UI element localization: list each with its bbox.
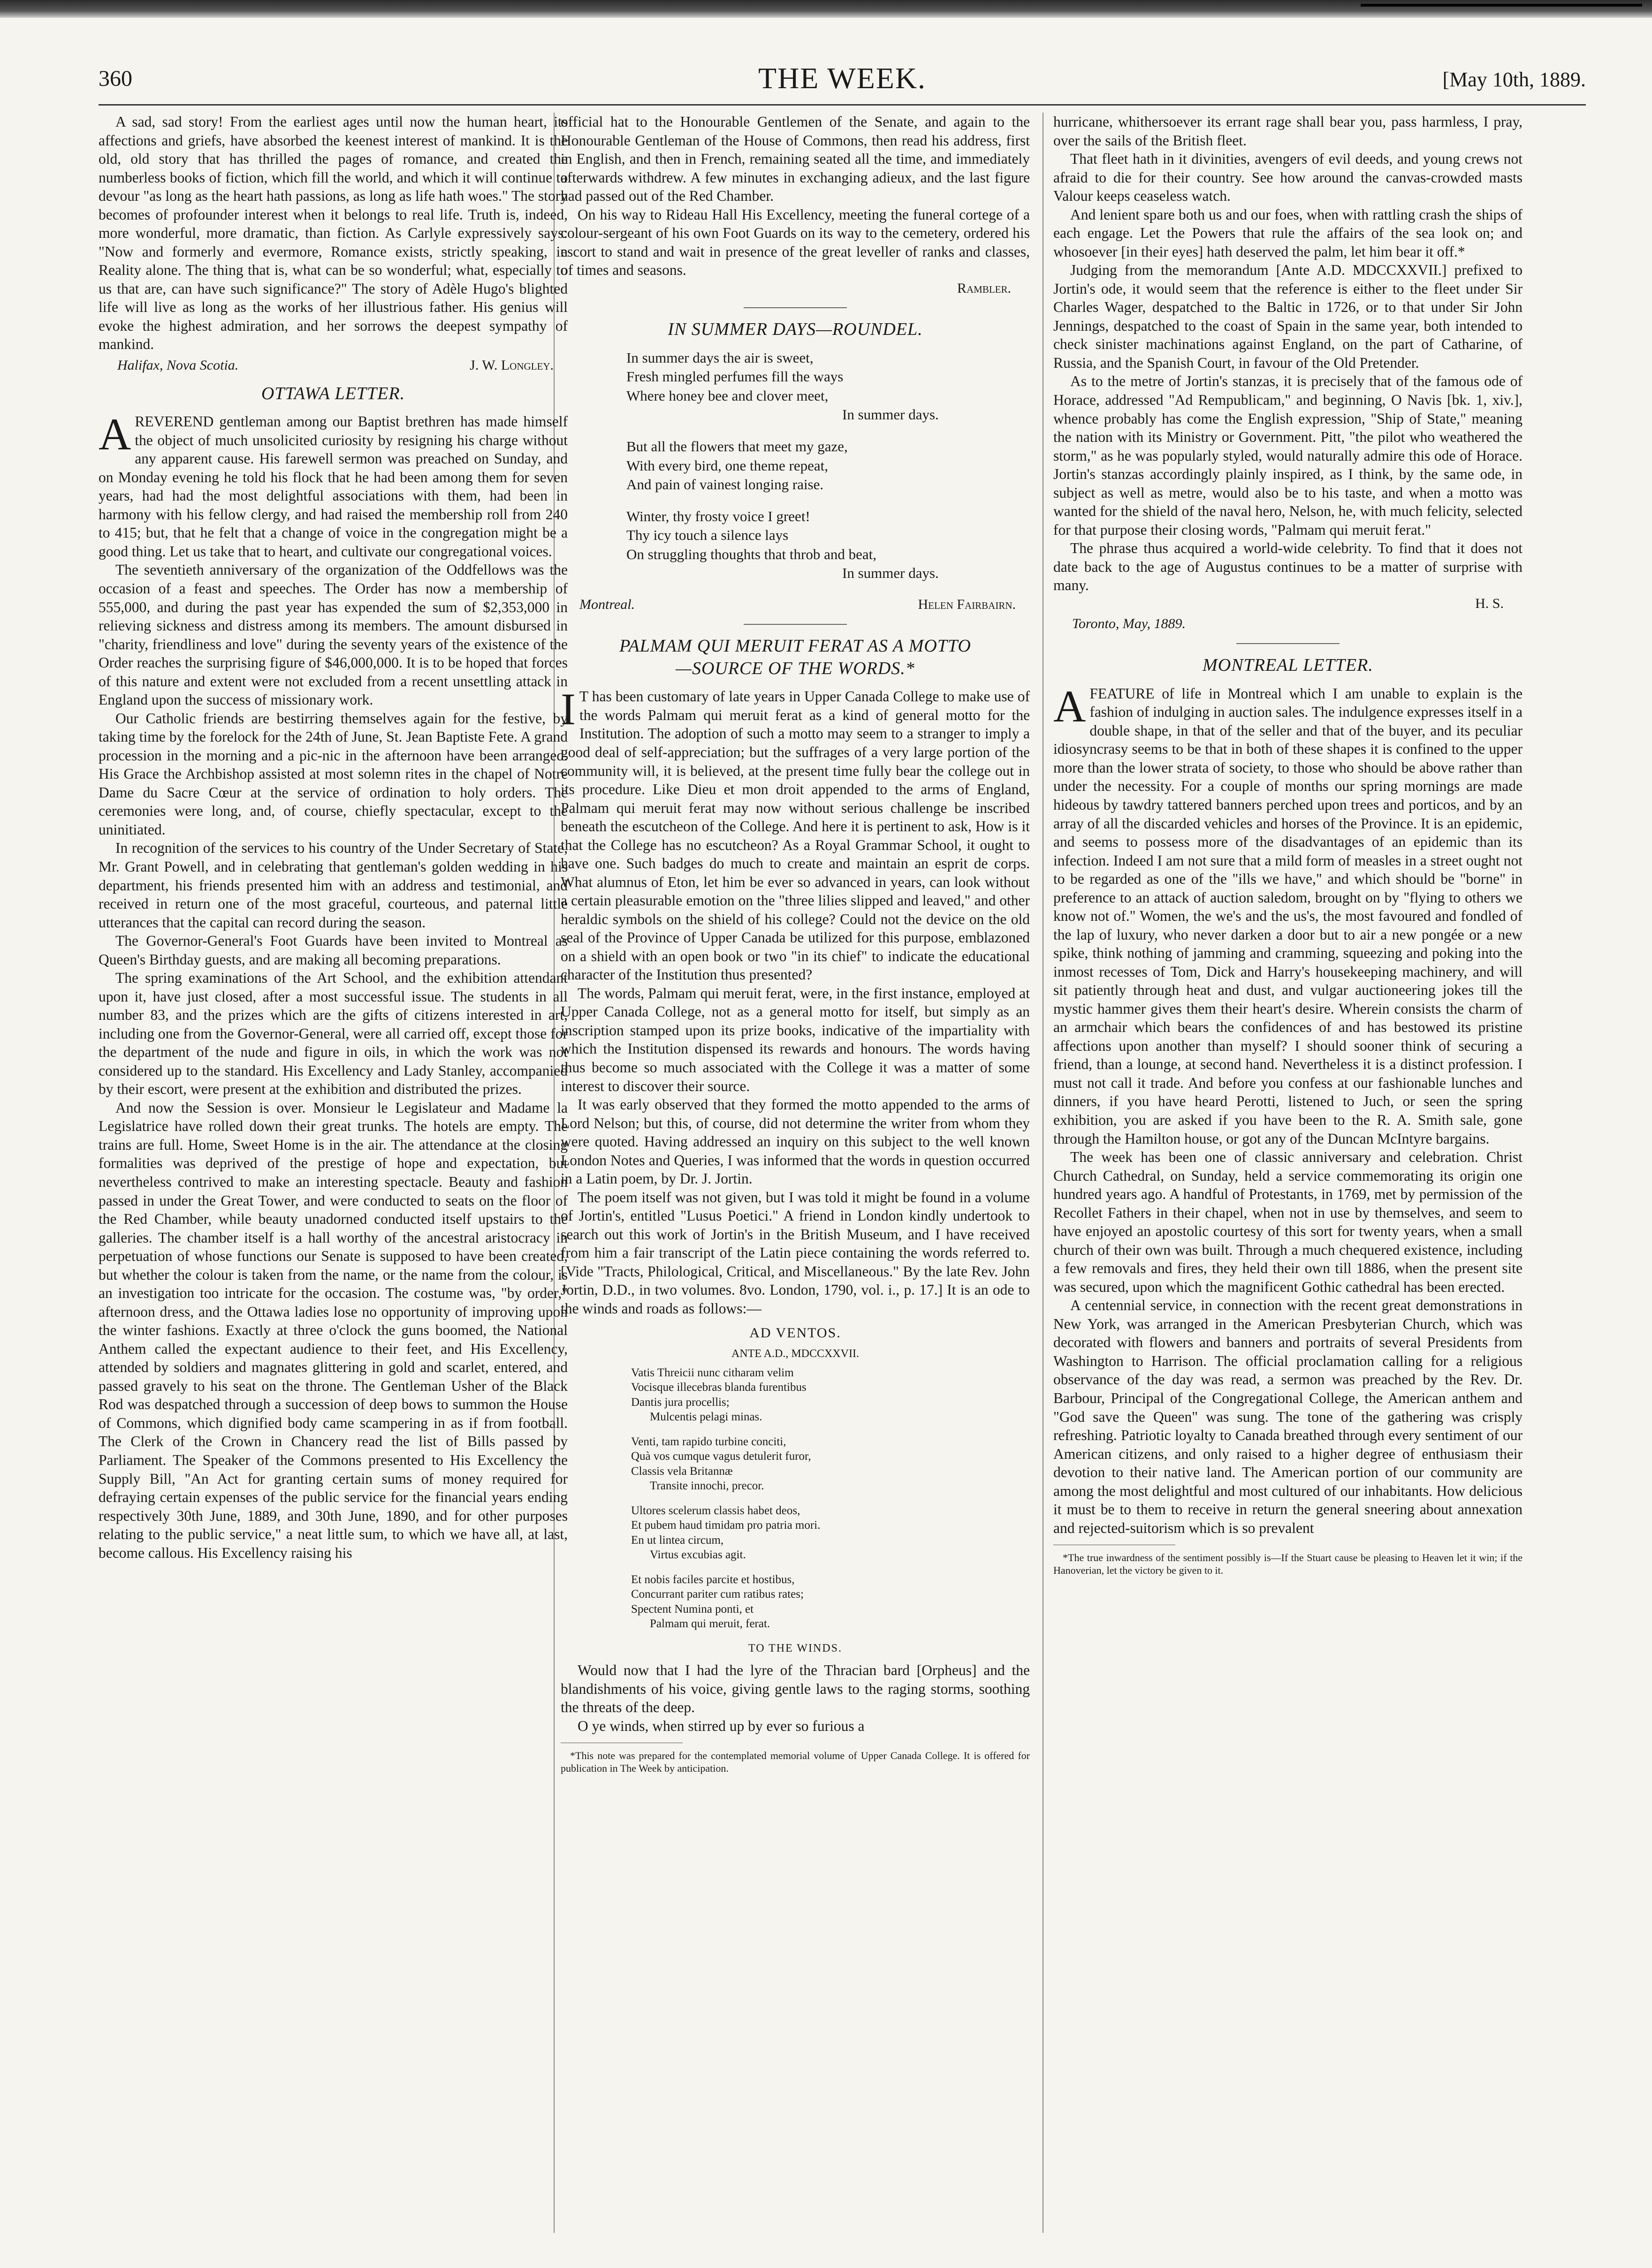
signature-author: J. W. Longley.	[470, 357, 554, 373]
scan-mark	[1361, 4, 1642, 7]
column-1	[99, 113, 568, 1562]
poem-line: Classis vela Britannæ	[631, 1464, 733, 1478]
article-paragraph: O ye winds, when stirred up by ever so furious a	[578, 1717, 865, 1734]
ottawa-letter-body	[99, 409, 568, 1562]
article-paragraph: On his way to Rideau Hall His Excellency, meeting the funeral cortege of a colour-sergeant of his own Foot Guards on its way to the cemetery, ordered his escort to stand and wait in presence of the great leveller of ranks and classes, of times and seasons.	[561, 206, 1030, 279]
section-rule	[744, 307, 847, 308]
signature-author: Helen Fairbairn.	[918, 597, 1016, 613]
article-paragraph: official hat to the Honourable Gentlemen of the Senate, and again to the Honourable Gentleman of the House of Commons, then read his address, first in English, and then in French, remaining seated all the time, and immediately afterwards withdrew. A few minutes in exchanging adieux, and the last figure had passed out of the Red Chamber.	[561, 114, 1030, 205]
poem-line: Palmam qui meruit, ferat.	[650, 1617, 770, 1630]
signature-author: Rambler.	[957, 280, 1011, 296]
section-rule	[1236, 643, 1340, 644]
poem-stanza	[631, 1503, 1030, 1562]
poem-line: Mulcentis pelagi minas.	[650, 1410, 762, 1423]
poem-stanza	[626, 349, 1030, 424]
latin-poem-title: AD VENTOS.	[749, 1325, 841, 1341]
article-title: PALMAM QUI MERUIT FERAT AS A MOTTO	[619, 636, 971, 656]
article-paragraph: The week has been one of classic anniversary and celebration. Christ Church Cathedral, on Sunday, held a service commemorating its origin one hundred years ago. A handful of Protestants, in 1769, met by permission of the Recollet Fathers in their chapel, when not in use by themselves, and seem to have enjoyed an apostolic courtesy of this sort for twenty years, when a small church of their own was built. Through a much chequered existence, including a few removals and fires, they held their own till 1886, when the present site was secured, upon which the magnificent Gothic cathedral has been erected.	[1053, 1149, 1523, 1295]
footnote	[1053, 1552, 1523, 1577]
poem-stanza	[626, 507, 1030, 583]
article-paragraph: AFEATURE of life in Montreal which I am unable to explain is the fashion of indulging in auction sales. The indulgence expresses itself in a double shape, in that of the seller and that of the buyer, and its peculiar idiosyncrasy seems to be that in both of these shapes it is confined to the upper more than the lower strata of society, to those who should be above rather than under the necessity. For a couple of months our spring mornings are made hideous by tawdry tattered banners perched upon trees and porticos, and by an array of all the discarded vehicles and horses of the Province. It is an epidemic, and seems to possess more of the disadvantages of an epidemic than its infection. Indeed I am not sure that a mild form of measles in a street ought not to be regarded as one of the "ills we have," and which should be "borne" in preference to an attack of auction saledom, brought on by "flying to others we know not of." Women, the we's and the us's, the most favoured and fondled of the lap of luxury, who never darken a door but to air a new pongée or a new spike, think nothing of jamming and cramming, squeezing and poking into the inmost recesses of Tom, Dick and Harry's housekeeping machinery, and will sit patiently through heat and dust, and vulgar auctioneering jokes till the mystic hammer gives them their heart's desire. Wherein consists the charm of an armchair which bears the confidences of and has bestowed its pristine affections upon another than myself? I should sooner think of securing a friend, than a lounge, at second hand. Nevertheless it is a distinct profession. I must not call it trade. And before you confess at our fashionable lunches and dinners, if you have heard Perotti, listened to Juch, or seen the spring exhibition, you are asked if you have been to the R. A. Smith sale, gone through the Hamilton house, or got any of the Duncan McIntyre bargains.	[1053, 681, 1523, 1147]
article-paragraph: Would now that I had the lyre of the Thracian bard [Orpheus] and the blandishments of his voice, giving gentle laws to the raging storms, soothing the threats of the deep.	[561, 1662, 1030, 1716]
montreal-letter-body	[1053, 681, 1523, 1537]
section-rule	[744, 624, 847, 625]
article-subtitle: —SOURCE OF THE WORDS.*	[676, 658, 915, 678]
article-paragraph: That fleet hath in it divinities, avengers of evil deeds, and young crews not afraid to die for their country. See how around the canvas-crowded masts Valour keeps ceaseless watch.	[1053, 151, 1523, 205]
article-paragraph: The phrase thus acquired a world-wide celebrity. To find that it does not date back to the age of Augustus continues to be a matter of surprise with many.	[1053, 540, 1523, 594]
poem-line: En ut lintea circum,	[631, 1533, 724, 1547]
signature-place: Toronto, May, 1889.	[1072, 616, 1186, 632]
footnote-text: *The true inwardness of the sentiment possibly is—If the Stuart cause be pleasing to Heaven let it win; if the Hanoverian, let the victory be given to it.	[1053, 1552, 1523, 1576]
article-paragraph: A sad, sad story! From the earliest ages until now the human heart, its affections and griefs, have absorbed the keenest interest of mankind. It is the old, old story that has thrilled the pages of romance, and created the numberless books of fiction, which fill the world, and which it will continue to devour "as long as the heart hath passions, as long as life hath woes." The story becomes of profounder interest when it belongs to real life. Truth is, indeed, more wonderful, more dramatic, than fiction. As Carlyle expressively says: "Now and formerly and evermore, Romance exists, strictly speaking, in Reality alone. The thing that is, what can be so wonderful; what, especially to us that are, can have such significance?" The story of Adèle Hugo's blighted life will live as long as the works of her illustrious father. His genius will evoke the highest admiration, and her sorrows the deepest sympathy of mankind.	[99, 114, 568, 353]
issue-date: [May 10th, 1889.	[1442, 68, 1586, 91]
poem-line: In summer days.	[842, 406, 939, 423]
translation-title: TO THE WINDS.	[748, 1642, 842, 1655]
poem-line: Winter, thy frosty voice I greet!	[626, 508, 810, 525]
poem-stanza	[631, 1572, 1030, 1631]
poem-line: On struggling thoughts that throb and beat,	[626, 546, 876, 562]
poem-line: Where honey bee and clover meet,	[626, 387, 829, 404]
article-paragraph: And lenient spare both us and our foes, when with rattling crash the ships of each engage. Let the Powers that rule the affairs of the sea look on; and whosoever [in their eyes] hath deserved the palm, let him bear it off.*	[1053, 206, 1523, 260]
footnote-text: *This note was prepared for the contemplated memorial volume of Upper Canada College. It is offered for publication in The Week by anticipation.	[561, 1750, 1030, 1774]
poem-line: Transite innochi, precor.	[650, 1479, 764, 1492]
article-paragraph: The poem itself was not given, but I was told it might be found in a volume of Jortin's, entitled "Lusus Poetici." A friend in London kindly undertook to search out this work of Jortin's in the British Museum, and I have received from him a fair transcript of the Latin piece containing the words referred to. [Vide "Tracts, Philological, Critical, and Miscellaneous." By the late Rev. John Jortin, D.D., in two volumes. 8vo. London, 1790, vol. i., p. 17.] It is an ode to the winds and roads as follows:—	[561, 1189, 1030, 1317]
signature	[1053, 615, 1523, 633]
poem-line: Virtus excubias agit.	[650, 1548, 746, 1561]
article-paragraph: Our Catholic friends are bestirring themselves again for the festive, by taking time by the forelock for the 24th of June, St. Jean Baptiste Fete. A grand procession in the morning and a pic-nic in the afternoon have been arranged. His Grace the Archbishop assisted at most solemn rites in the chapel of Notre Dame du Sacre Cœur at the service of ordination to holy orders. The ceremonies were long, and, of course, chiefly spectacular, except to the uninitiated.	[99, 710, 568, 838]
latin-poem	[561, 1365, 1030, 1631]
signature-place: Montreal.	[579, 597, 635, 613]
column-2	[561, 113, 1030, 1775]
article-paragraph: In recognition of the services to his country of the Under Secretary of State, Mr. Grant Powell, and in celebrating that gentleman's golden wedding in his department, his friends presented him with an address and testimonial, and received in return one of the most graceful, courteous, and paternal little utterances that the capital can record during the season.	[99, 840, 568, 931]
poem-line: With every bird, one theme repeat,	[626, 457, 828, 474]
footnote	[561, 1750, 1030, 1775]
poem-line: Vatis Threicii nunc citharam velim	[631, 1366, 794, 1380]
poem-line: Quà vos cumque vagus detulerit furor,	[631, 1450, 811, 1463]
poem-stanza	[631, 1434, 1030, 1493]
signature-place: Halifax, Nova Scotia.	[117, 357, 239, 373]
poem-line: Et nobis faciles parcite et hostibus,	[631, 1573, 795, 1586]
header-rule	[99, 104, 1586, 106]
poem-line: And pain of vainest longing raise.	[626, 476, 824, 493]
poem-line: Thy icy touch a silence lays	[626, 527, 789, 544]
scan-edge	[0, 0, 1652, 18]
article-paragraph: IT has been customary of late years in Upper Canada College to make use of the words Palmam qui meruit ferat as a kind of general motto for the Institution. The adoption of such a motto may seem to a stranger to imply a good deal of self-appreciation; but the suffrages of a very large portion of the community will, it is believed, at the present time fully bear the college out in its procedure. Like Dieu et mon droit appended to the arms of England, Palmam qui meruit ferat may now without serious challenge be inscribed beneath the escutcheon of the College. And here it is pertinent to ask, How is it that the College has no escutcheon? As a Royal Grammar School, it ought to have one. Such badges do much to create and maintain an esprit de corps. What alumnus of Eton, let him be ever so advanced in years, can look without a certain pleasurable emotion on the "three lilies slipped and leaved," and other heraldic symbols on the shield of his college? Could not the device on the old seal of the Province of Upper Canada be utilized for this purpose, emblazoned on a shield with an open book or two "in its chief" to indicate the educational character of the Institution thus presented?	[561, 684, 1030, 983]
poem-line: Concurrant pariter cum ratibus rates;	[631, 1588, 804, 1601]
poem-line: Vocisque illecebras blanda furentibus	[631, 1381, 807, 1394]
article-paragraph: The Governor-General's Foot Guards have been invited to Montreal as Queen's Birthday guests, and are making all becoming preparations.	[99, 933, 568, 968]
article-paragraph: The spring examinations of the Art School, and the exhibition attendant upon it, have just closed, after a most successful issue. The students in all number 83, and the prizes which are the gifts of citizens interested in art, including one from the Governor-General, were all carried off, except those for the department of the nude and figure in oils, in which the work was not considered up to the standard. His Excellency and Lady Stanley, accompanied by their escort, were present at the exhibition and distributed the prizes.	[99, 970, 568, 1098]
palmam-article-body	[561, 684, 1030, 1318]
article-title: MONTREAL LETTER.	[1203, 655, 1373, 675]
poem-line: But all the flowers that meet my gaze,	[626, 438, 848, 455]
poem-line: Spectent Numina ponti, et	[631, 1602, 754, 1616]
poem-stanza	[631, 1365, 1030, 1424]
article-paragraph: A centennial service, in connection with the recent great demonstrations in New York, was arranged in the American Presbyterian Church, which was decorated with flowers and banners and portraits of several Presidents from Washington to Harrison. The official proclamation calling for a religious observance of the day was read, a sermon was preached by the Rev. Dr. Barbour, Principal of the Congregational College, the American anthem and "God save the Queen" was sung. The tone of the gathering was crisply refreshing. Patriotic loyalty to Canada breathed through every sentiment of our American citizens, and only raised to a higher degree of enthusiasm their devotion to their native land. The American portion of our community are among the most delightful and most cultured of our inhabitants. How delicious it must be to them to receive in return the general sneering about annexation and rejected-suitorism which is so prevalent	[1053, 1297, 1523, 1536]
latin-poem-date: ANTE A.D., MDCCXXVII.	[731, 1348, 859, 1360]
roundel-poem	[561, 349, 1030, 583]
signature	[99, 357, 568, 374]
column-3	[1053, 113, 1523, 1577]
signature	[561, 596, 1030, 614]
page-header	[99, 61, 1586, 94]
signature-author: H. S.	[1475, 595, 1504, 611]
page-number: 360	[99, 66, 132, 91]
article-paragraph: It was early observed that they formed the motto appended to the arms of Lord Nelson; but this, of course, did not determine the writer from whom they were quoted. Having addressed an inquiry on this subject to the well known London Notes and Queries, I was informed that the words in question occurred in a Latin poem, by Dr. J. Jortin.	[561, 1096, 1030, 1187]
poem-line: In summer days.	[842, 565, 939, 582]
article-title: OTTAWA LETTER.	[261, 383, 405, 403]
poem-line: Dantis jura procellis;	[631, 1396, 730, 1409]
poem-title: IN SUMMER DAYS—ROUNDEL.	[668, 319, 923, 340]
poem-line: Fresh mingled perfumes fill the ways	[626, 368, 844, 385]
article-paragraph: The seventieth anniversary of the organization of the Oddfellows was the occasion of a feast and speeches. The Order has now a membership of 555,000, and during the past year has expended the sum of $2,353,000 in relieving sickness and distress among its members. The amount disbursed in "charity, friendliness and love" during the seventy years of the existence of the Order reaches the surprising figure of $46,000,000. It is to be hoped that forces of this nature and extent were not excluded from a recent unsettling attack in England upon the success of missionary work.	[99, 561, 568, 708]
poem-line: Venti, tam rapido turbine conciti,	[631, 1435, 786, 1449]
article-paragraph: The words, Palmam qui meruit ferat, were, in the first instance, employed at Upper Canada College, not as a general motto for itself, but simply as an inscription stamped upon its prize books, indicative of the impartiality with which the Institution dispensed its rewards and honours. The words having thus become so much associated with the College it was a matter of some interest to discover their source.	[561, 985, 1030, 1094]
poem-line: Ultores scelerum classis habet deos,	[631, 1504, 800, 1517]
article-paragraph: hurricane, whithersoever its errant rage shall bear you, pass harmless, I pray, over the sails of the British fleet.	[1053, 114, 1523, 149]
article-paragraph: AREVEREND gentleman among our Baptist brethren has made himself the object of much unsolicited curiosity by resigning his charge without any apparent cause. His farewell sermon was preached on Sunday, and on Monday evening he told his flock that he had been among them for seven years, had had the most delightful associations with them, had been in harmony with his fellow clergy, and had raised the membership roll from 240 to 415; but, that he felt that a change of voice in the congregation might be a good thing. Let us take that to heart, and cultivate our congregational voices.	[99, 409, 568, 560]
poem-line: In summer days the air is sweet,	[626, 349, 814, 366]
article-paragraph: Judging from the memorandum [Ante A.D. MDCCXXVII.] prefixed to Jortin's ode, it would seem that the reference is either to the fleet under Sir Charles Wager, despatched to the Baltic in 1726, or to that under Sir John Jennings, despatched to the coast of Spain in the same year, both intended to check sinister machinations against England, on the part of Catharine, of Russia, and the Spanish Court, in favour of the Old Pretender.	[1053, 262, 1523, 371]
article-paragraph: As to the metre of Jortin's stanzas, it is precisely that of the famous ode of Horace, addressed "Ad Rempublicam," and beginning, O Navis [bk. 1, xiv.], whence probably has come the English expression, "Ship of State," meaning the nation with its Ministry or Government. Pitt, "the pilot who weathered the storm," as he was popularly styled, would naturally admire this ode of Horace. Jortin's stanzas accordingly plainly inspired, as I think, by the same ode, in subject as well as metre, would also be to his taste, and when a motto was wanted for the shield of the naval hero, Nelson, he, with much felicity, selected for that purpose their closing words, "Palmam qui meruit ferat."	[1053, 373, 1523, 538]
poem-stanza	[626, 437, 1030, 494]
article-paragraph: And now the Session is over. Monsieur le Legislateur and Madame la Legislatrice have rolled down their great trunks. The hotels are empty. The trains are full. Home, Sweet Home is in the air. The attendance at the closing formalities was deprived of the prestige of hope and expectation, but nevertheless contrived to make an interesting spectacle. Beauty and fashion passed in under the Great Tower, and were conducted to seats on the floor of the Red Chamber, while beauty unadorned conducted itself upstairs to the galleries. The chamber itself is a hall worthy of the ancestral aristocracy in perpetuation of whose functions our Senate is supposed to have been created, but whether the colour is taken from the name, or the name from the colour, is an investigation too intricate for the occasion. The costume was, "by order," afternoon dress, and the Ottawa ladies lose no opportunity of improving upon the winter fashions. Exactly at three o'clock the guns boomed, the National Anthem called the expectant audience to their feet, and His Excellency, attended by soldiers and magnates glittering in gold and scarlet, entered, and passed gravely to his seat on the throne. The Gentleman Usher of the Black Rod was despatched through a succession of deep bows to summon the House of Commons, which dignified body came scampering in as if from football. The Clerk of the Crown in Chancery read the list of Bills passed by Parliament. The Speaker of the Commons presented to His Excellency the Supply Bill, "An Act for granting certain sums of money required for defraying certain expenses of the public service for the financial years ending respectively 30th June, 1889, and 30th June, 1890, and for other purposes relating to the public service," a neat little sum, to which we have all, at last, become callous. His Excellency raising his	[99, 1099, 568, 1561]
poem-line: Et pubem haud timidam pro patria mori.	[631, 1519, 821, 1532]
masthead: THE WEEK.	[758, 61, 927, 95]
